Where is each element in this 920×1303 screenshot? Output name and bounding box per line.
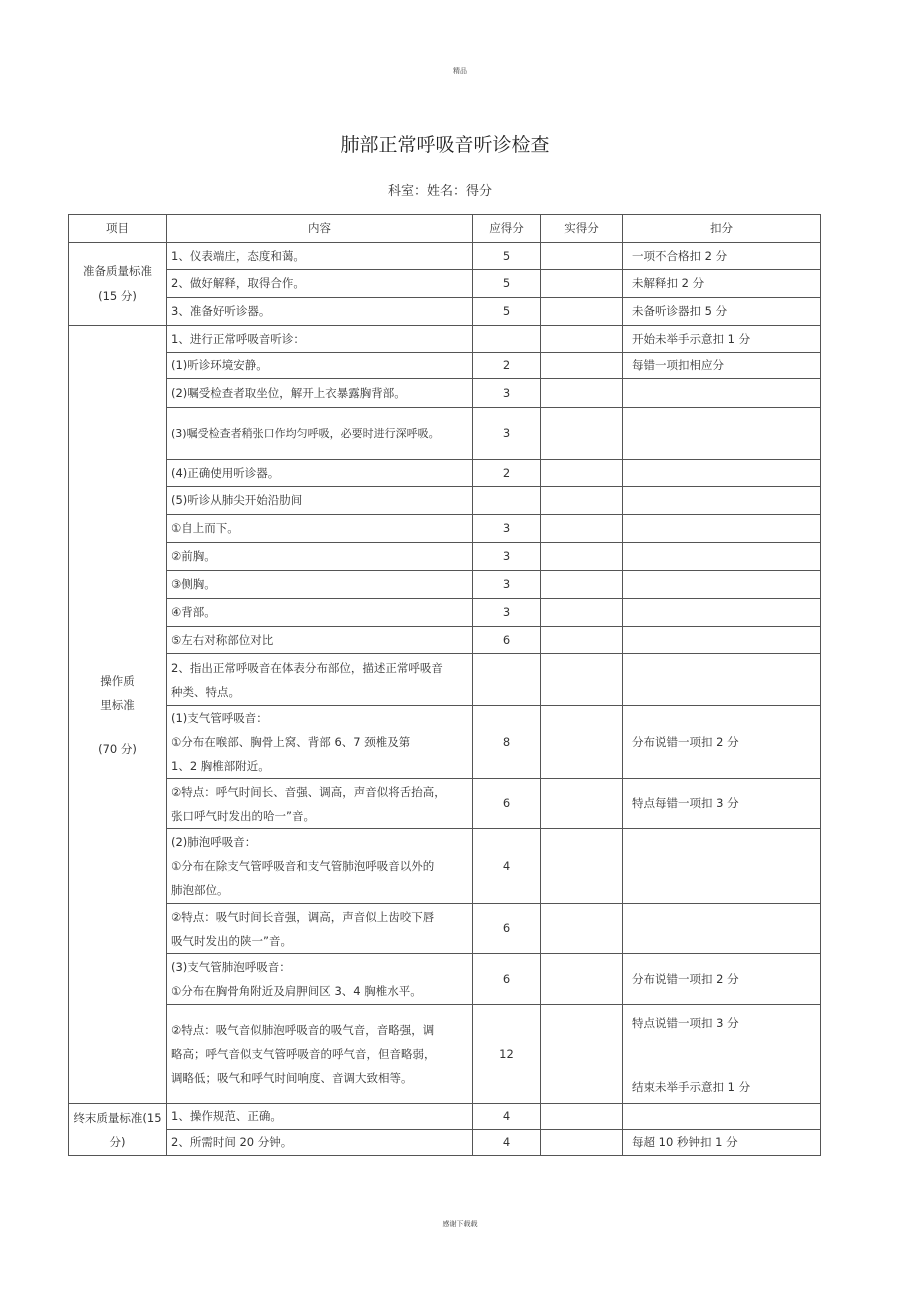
content-line: 吸气时发出的陕一”音。 [171, 933, 292, 948]
table-row [69, 543, 821, 571]
table-row [69, 1130, 821, 1156]
category-label: 准备质量标准(15 分) [83, 264, 152, 303]
deduction-cell: 未备听诊器扣 5 分 [623, 298, 821, 326]
content-line: 肺泡部位。 [171, 883, 229, 897]
expected-score-cell: 4 [473, 829, 541, 904]
content-cell [167, 904, 473, 954]
content-line: 种类、特点。 [171, 684, 240, 699]
content-cell: (4)正确使用听诊器。 [167, 460, 473, 487]
table-row [69, 779, 821, 829]
page-title: 肺部正常呼吸音听诊检查 [340, 134, 550, 156]
deduction-line: 结束未举手示意扣 1 分 [632, 1080, 751, 1094]
content-line: ①分布在喉部、胸骨上窝、背部 6、7 颈椎及第 [171, 735, 411, 749]
table-row [69, 326, 821, 353]
deduction-cell [623, 599, 821, 627]
content-cell: ③侧胸。 [167, 571, 473, 599]
content-cell [167, 654, 473, 706]
content-cell: (3)嘱受检查者稍张口作均匀呼吸，必要时进行深呼吸。 [167, 408, 473, 460]
table-row [69, 408, 821, 460]
expected-score-cell [473, 326, 541, 353]
actual-score-cell [541, 243, 623, 270]
column-header-deduction: 扣分 [623, 215, 821, 243]
column-header-expected-score: 应得分 [473, 215, 541, 243]
content-cell [167, 779, 473, 829]
table-row [69, 571, 821, 599]
deduction-cell [623, 829, 821, 904]
table-row [69, 515, 821, 543]
deduction-cell [623, 904, 821, 954]
category-label: 里标准 [100, 697, 135, 712]
category-label: 操作质 [100, 673, 135, 688]
category-label: 终末质量标准(15 [73, 1110, 162, 1125]
content-cell [167, 829, 473, 904]
table-row [69, 599, 821, 627]
category-cell [69, 326, 167, 1104]
content-cell: 1、进行正常呼吸音听诊： [167, 326, 473, 353]
deduction-cell [623, 1104, 821, 1130]
content-line: ①分布在除支气管呼吸音和支气管肺泡呼吸音以外的 [171, 859, 435, 873]
actual-score-cell [541, 408, 623, 460]
actual-score-cell [541, 298, 623, 326]
actual-score-cell [541, 954, 623, 1005]
content-cell: 2、做好解释，取得合作。 [167, 270, 473, 298]
deduction-cell: 特点每错一项扣 3 分 [623, 779, 821, 829]
deduction-cell: 一项不合格扣 2 分 [623, 243, 821, 270]
column-header-content: 内容 [167, 215, 473, 243]
table-row [69, 487, 821, 515]
content-cell: ②前胸。 [167, 543, 473, 571]
expected-score-cell: 4 [473, 1130, 541, 1156]
content-cell: (2)嘱受检查者取坐位，解开上衣暴露胸背部。 [167, 379, 473, 408]
content-cell: 1、操作规范、正确。 [167, 1104, 473, 1130]
actual-score-cell [541, 1005, 623, 1104]
content-line: 张口呼气时发出的哈一”音。 [171, 808, 315, 823]
table-row [69, 1104, 821, 1130]
table-row [69, 270, 821, 298]
deduction-cell [623, 379, 821, 408]
header-watermark: 精品 [453, 67, 467, 75]
expected-score-cell [473, 487, 541, 515]
deduction-cell [623, 515, 821, 543]
deduction-cell: 每错一项扣相应分 [623, 353, 821, 379]
table-row [69, 298, 821, 326]
category-cell [69, 1104, 167, 1156]
actual-score-cell [541, 779, 623, 829]
expected-score-cell: 6 [473, 627, 541, 654]
content-line: ②特点：呼气时间长、音强、调高，声音似将舌抬高， [171, 784, 446, 799]
actual-score-cell [541, 706, 623, 779]
actual-score-cell [541, 1104, 623, 1130]
category-label: (70 分) [98, 741, 137, 756]
content-cell: (1)听诊环境安静。 [167, 353, 473, 379]
table-row [69, 706, 821, 779]
footer-watermark: 感谢下载载 [442, 1220, 478, 1228]
table-row [69, 954, 821, 1005]
actual-score-cell [541, 627, 623, 654]
table-row [69, 243, 821, 270]
table-row [69, 829, 821, 904]
expected-score-cell: 2 [473, 353, 541, 379]
table-header-row [69, 215, 821, 243]
expected-score-cell: 5 [473, 243, 541, 270]
deduction-cell [623, 627, 821, 654]
content-line: (3)支气管肺泡呼吸音： [171, 960, 291, 974]
expected-score-cell: 12 [473, 1005, 541, 1104]
content-line: 略高；呼气音似支气管呼吸音的呼气音，但音略弱， [171, 1047, 436, 1061]
content-line: (1)支气管呼吸音： [171, 711, 268, 725]
actual-score-cell [541, 270, 623, 298]
expected-score-cell: 2 [473, 460, 541, 487]
actual-score-cell [541, 460, 623, 487]
actual-score-cell [541, 1130, 623, 1156]
content-cell [167, 1005, 473, 1104]
content-cell [167, 706, 473, 779]
deduction-cell [623, 408, 821, 460]
content-cell: 1、仪表端庄，态度和蔼。 [167, 243, 473, 270]
content-line: ①分布在胸骨角附近及肩胛间区 3、4 胸椎水平。 [171, 984, 422, 998]
deduction-cell: 分布说错一项扣 2 分 [623, 706, 821, 779]
actual-score-cell [541, 379, 623, 408]
expected-score-cell: 4 [473, 1104, 541, 1130]
expected-score-cell [473, 654, 541, 706]
actual-score-cell [541, 571, 623, 599]
content-cell: (5)听诊从肺尖开始沿肋间 [167, 487, 473, 515]
expected-score-cell: 3 [473, 543, 541, 571]
expected-score-cell: 6 [473, 779, 541, 829]
deduction-cell [623, 1005, 821, 1104]
actual-score-cell [541, 543, 623, 571]
content-cell: 3、准备好听诊器。 [167, 298, 473, 326]
actual-score-cell [541, 654, 623, 706]
deduction-cell [623, 543, 821, 571]
score-table [68, 214, 821, 1156]
actual-score-cell [541, 353, 623, 379]
content-line: 1、2 胸椎部附近。 [171, 759, 270, 773]
content-line: 调略低；吸气和呼气时间响度、音调大致相等。 [171, 1071, 413, 1085]
expected-score-cell: 5 [473, 298, 541, 326]
expected-score-cell: 3 [473, 515, 541, 543]
column-header-item: 项目 [69, 215, 167, 243]
category-label: 分) [109, 1134, 126, 1149]
content-cell: ④背部。 [167, 599, 473, 627]
deduction-line: 特点说错一项扣 3 分 [632, 1016, 739, 1030]
content-cell [167, 954, 473, 1005]
actual-score-cell [541, 829, 623, 904]
content-line: ②特点：吸气音似肺泡呼吸音的吸气音，音略强，调 [171, 1023, 435, 1037]
table-row [69, 627, 821, 654]
expected-score-cell: 3 [473, 408, 541, 460]
actual-score-cell [541, 515, 623, 543]
table-row [69, 654, 821, 706]
expected-score-cell: 3 [473, 571, 541, 599]
expected-score-cell: 6 [473, 954, 541, 1005]
table-row [69, 379, 821, 408]
table-row [69, 1005, 821, 1104]
expected-score-cell: 3 [473, 599, 541, 627]
deduction-cell [623, 460, 821, 487]
category-cell [69, 243, 167, 326]
deduction-cell [623, 571, 821, 599]
content-line: ②特点：吸气时间长音强，调高，声音似上齿咬下唇 [171, 909, 435, 924]
content-cell: ①自上而下。 [167, 515, 473, 543]
content-cell: ⑤左右对称部位对比 [167, 627, 473, 654]
content-cell: 2、所需时间 20 分钟。 [167, 1130, 473, 1156]
table-row [69, 353, 821, 379]
deduction-cell [623, 487, 821, 515]
deduction-cell [623, 654, 821, 706]
deduction-cell: 每超 10 秒钟扣 1 分 [623, 1130, 821, 1156]
actual-score-cell [541, 599, 623, 627]
deduction-cell: 开始未举手示意扣 1 分 [623, 326, 821, 353]
page-subtitle: 科室：姓名：得分 [387, 184, 492, 199]
expected-score-cell: 3 [473, 379, 541, 408]
expected-score-cell: 5 [473, 270, 541, 298]
table-row [69, 460, 821, 487]
deduction-cell: 未解释扣 2 分 [623, 270, 821, 298]
table-row [69, 904, 821, 954]
content-line: 2、指出正常呼吸音在体表分布部位，描述正常呼吸音 [171, 660, 443, 675]
actual-score-cell [541, 904, 623, 954]
content-line: (2)肺泡呼吸音： [171, 835, 257, 849]
actual-score-cell [541, 326, 623, 353]
deduction-cell: 分布说错一项扣 2 分 [623, 954, 821, 1005]
actual-score-cell [541, 487, 623, 515]
expected-score-cell: 8 [473, 706, 541, 779]
column-header-actual-score: 实得分 [541, 215, 623, 243]
expected-score-cell: 6 [473, 904, 541, 954]
